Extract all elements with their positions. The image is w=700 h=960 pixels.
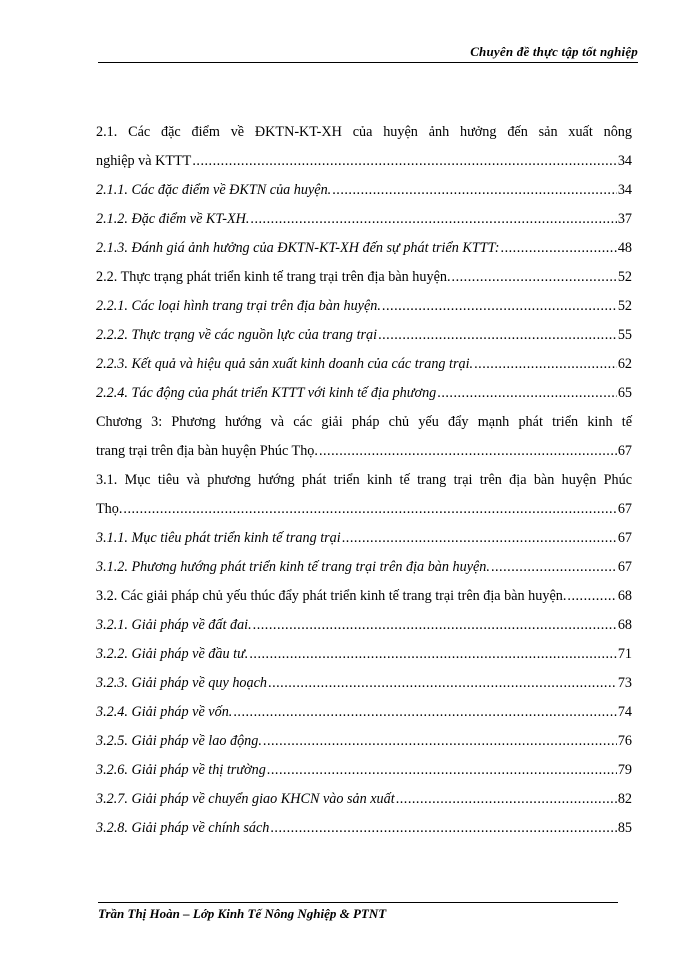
dot-leader xyxy=(270,814,616,843)
toc-entry-title: 3.2.8. Giải pháp về chính sách xyxy=(96,820,270,836)
toc-page-number: 65 xyxy=(617,385,632,401)
toc-entry-chapter-3-line1: Chương 3: Phương hướng và các giải pháp chủ yếu đẩy mạnh phát triển kinh tế xyxy=(96,414,632,430)
dot-leader xyxy=(378,321,617,350)
dot-leader xyxy=(396,785,617,814)
toc-entry-2-1[interactable] xyxy=(96,147,632,176)
toc-entry-3-2-4[interactable] xyxy=(96,698,632,727)
toc-entry-3-2-8[interactable] xyxy=(96,814,632,843)
toc-page-number: 55 xyxy=(617,327,632,343)
toc-entry-3-1-1[interactable] xyxy=(96,524,632,553)
toc-entry-3-2-6[interactable] xyxy=(96,756,632,785)
toc-page-number: 85 xyxy=(617,820,632,836)
dot-leader xyxy=(123,495,616,524)
toc-entry-title: 2.2. Thực trạng phát triển kinh tế trang trại trên địa bàn huyện. xyxy=(96,269,451,285)
toc-page-number: 68 xyxy=(617,617,632,633)
dot-leader xyxy=(501,234,617,263)
dot-leader xyxy=(437,379,617,408)
toc-page-number: 62 xyxy=(617,356,632,372)
toc-page-number: 67 xyxy=(617,443,632,459)
toc-entry-2-2[interactable] xyxy=(96,263,632,292)
toc-page-number: 52 xyxy=(617,298,632,314)
toc-entry-title: 3.1.2. Phương hướng phát triển kinh tế trang trại trên địa bàn huyện. xyxy=(96,559,490,575)
toc-entry-title: 3.2.3. Giải pháp về quy hoạch xyxy=(96,675,268,691)
dot-leader xyxy=(263,727,617,756)
toc-entry-2-1-2[interactable] xyxy=(96,205,632,234)
toc-entry-3-1[interactable] xyxy=(96,495,632,524)
toc-entry-title: 2.2.1. Các loại hình trang trại trên địa bàn huyện. xyxy=(96,298,381,314)
toc-page-number: 79 xyxy=(617,762,632,778)
toc-entry-title: 2.1.1. Các đặc điểm về ĐKTN của huyện. xyxy=(96,182,332,198)
toc-entry-title: 3.2. Các giải pháp chủ yếu thúc đẩy phát triển kinh tế trang trại trên địa bàn huyện. xyxy=(96,588,567,604)
toc-entry-2-2-3[interactable] xyxy=(96,350,632,379)
toc-entry-title: trang trại trên địa bàn huyện Phúc Thọ. xyxy=(96,443,318,459)
toc-entry-title: 3.1.1. Mục tiêu phát triển kinh tế trang trại xyxy=(96,530,341,546)
toc-entry-title: 3.2.7. Giải pháp về chuyển giao KHCN vào sản xuất xyxy=(96,791,395,807)
toc-entry-2-1-3[interactable] xyxy=(96,234,632,263)
dot-leader xyxy=(268,669,617,698)
toc-entry-title: 3.2.2. Giải pháp về đầu tư. xyxy=(96,646,249,662)
toc-page-number: 34 xyxy=(617,153,632,169)
dot-leader xyxy=(342,524,617,553)
toc-entry-title: 2.2.2. Thực trạng về các nguồn lực của trang trại xyxy=(96,327,378,343)
dot-leader xyxy=(253,611,617,640)
toc-page-number: 68 xyxy=(617,588,632,604)
toc-entry-title: Thọ. xyxy=(96,501,123,517)
toc-entry-2-2-4[interactable] xyxy=(96,379,632,408)
table-of-contents xyxy=(96,118,632,843)
header-rule xyxy=(98,62,638,63)
toc-entry-2-1-line1: 2.1. Các đặc điểm về ĐKTN-KT-XH của huyện ảnh hưởng đến sản xuất nông xyxy=(96,124,632,140)
toc-entry-title: 2.2.4. Tác động của phát triển KTTT với kinh tế địa phương xyxy=(96,385,437,401)
dot-leader xyxy=(491,553,617,582)
toc-entry-title: 3.2.6. Giải pháp về thị trường xyxy=(96,762,266,778)
toc-entry-3-1-line1: 3.1. Mục tiêu và phương hướng phát triển kinh tế trang trại trên địa bàn huyện Phúc xyxy=(96,472,632,488)
toc-entry-title: 2.1.3. Đánh giá ảnh hưởng của ĐKTN-KT-XH đến sự phát triển KTTT: xyxy=(96,240,500,256)
dot-leader xyxy=(250,205,616,234)
toc-entry-title: nghiệp và KTTT xyxy=(96,153,192,169)
dot-leader xyxy=(474,350,617,379)
toc-entry-3-2-3[interactable] xyxy=(96,669,632,698)
dot-leader xyxy=(233,698,616,727)
toc-page-number: 67 xyxy=(617,501,632,517)
dot-leader xyxy=(567,582,616,611)
page-footer-author: Trần Thị Hoàn – Lớp Kinh Tế Nông Nghiệp & PTNT xyxy=(98,906,387,921)
toc-page-number: 74 xyxy=(617,704,632,720)
toc-page-number: 37 xyxy=(617,211,632,227)
toc-page-number: 52 xyxy=(617,269,632,285)
toc-entry-2-1-1[interactable] xyxy=(96,176,632,205)
toc-entry-3-2-2[interactable] xyxy=(96,640,632,669)
dot-leader xyxy=(382,292,617,321)
toc-entry-3-2[interactable] xyxy=(96,582,632,611)
toc-page-number: 76 xyxy=(617,733,632,749)
dot-leader xyxy=(249,640,616,669)
toc-entry-title: 3.2.5. Giải pháp về lao động. xyxy=(96,733,262,749)
toc-page-number: 67 xyxy=(617,530,632,546)
page-header-title: Chuyên đề thực tập tốt nghiệp xyxy=(470,44,638,59)
toc-page-number: 82 xyxy=(617,791,632,807)
dot-leader xyxy=(192,147,616,176)
toc-entry-title: 3.2.4. Giải pháp về vốn. xyxy=(96,704,233,720)
toc-entry-3-2-7[interactable] xyxy=(96,785,632,814)
toc-entry-chapter-3[interactable] xyxy=(96,437,632,466)
toc-entry-title: 2.1.2. Đặc điểm về KT-XH. xyxy=(96,211,250,227)
toc-entry-title: 2.2.3. Kết quả và hiệu quả sản xuất kinh doanh của các trang trại. xyxy=(96,356,474,372)
toc-entry-3-2-1[interactable] xyxy=(96,611,632,640)
dot-leader xyxy=(332,176,617,205)
toc-page-number: 67 xyxy=(617,559,632,575)
toc-entry-3-2-5[interactable] xyxy=(96,727,632,756)
dot-leader xyxy=(267,756,617,785)
toc-entry-2-2-2[interactable] xyxy=(96,321,632,350)
toc-entry-3-1-2[interactable] xyxy=(96,553,632,582)
toc-page-number: 71 xyxy=(617,646,632,662)
toc-entry-title: 3.2.1. Giải pháp về đất đai. xyxy=(96,617,252,633)
footer-rule xyxy=(98,902,618,903)
toc-entry-2-2-1[interactable] xyxy=(96,292,632,321)
dot-leader xyxy=(319,437,617,466)
toc-page-number: 34 xyxy=(617,182,632,198)
dot-leader xyxy=(452,263,617,292)
toc-page-number: 48 xyxy=(617,240,632,256)
toc-page-number: 73 xyxy=(617,675,632,691)
